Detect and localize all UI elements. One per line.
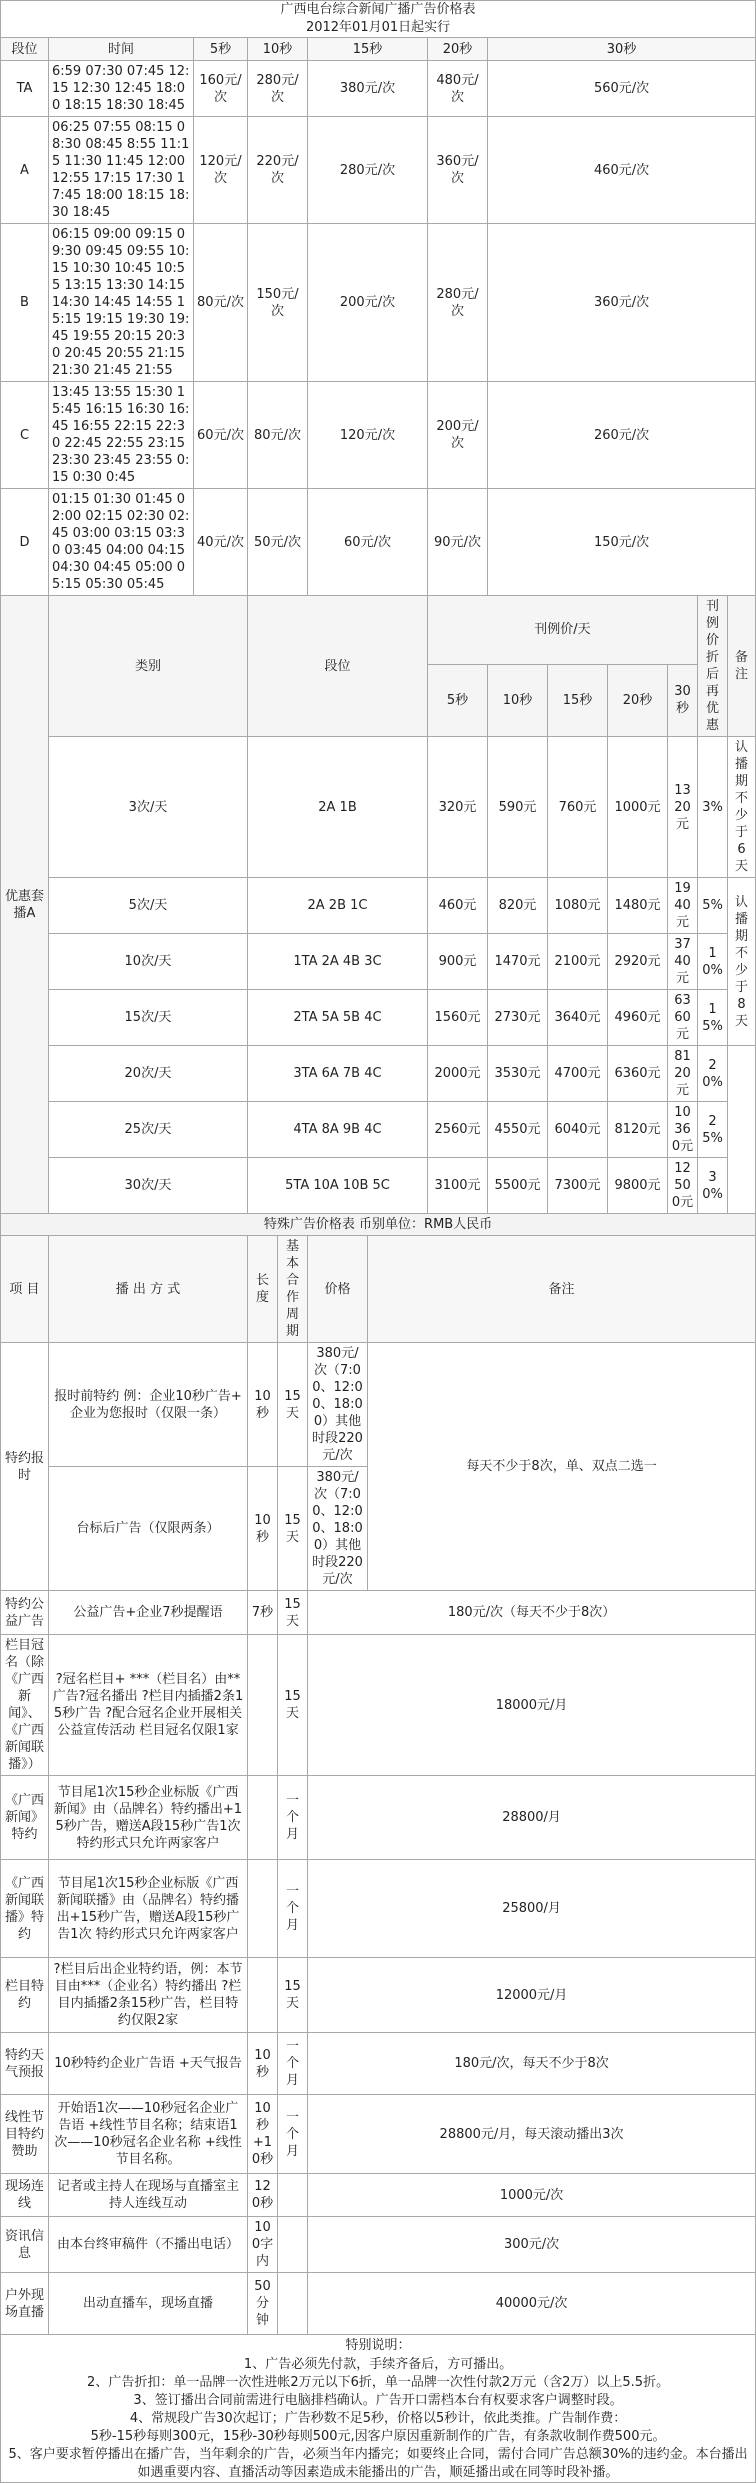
package-price: 4960元 xyxy=(608,990,668,1046)
package-discount: 3% xyxy=(698,737,728,878)
time-cell: 01:15 01:30 01:45 02:00 02:15 02:30 02:45 03:00 03:15 03:30 03:45 04:00 04:15 04:30 04:45 05:00 05:15 05:30 05:45 xyxy=(49,489,194,596)
table-row xyxy=(1,1591,756,1635)
table-row xyxy=(1,1046,756,1102)
special-col-item: 项 目 xyxy=(1,1236,49,1343)
price-30s-cell: 560元/次 xyxy=(488,61,756,117)
package-price: 6360元 xyxy=(608,1046,668,1102)
package-duration-20s: 20秒 xyxy=(608,664,668,736)
package-price: 590元 xyxy=(488,737,548,878)
package-price: 320元 xyxy=(428,737,488,878)
table-row xyxy=(1,1860,756,1958)
note-line: 2、广告折扣：单一品牌一次性进帐2万元以下6折，单一品牌一次性付款2万元（含2万）以上5.5折。 xyxy=(1,2374,756,2392)
special-period: 15天 xyxy=(278,1591,308,1635)
special-item: 户外现场直播 xyxy=(1,2273,49,2335)
package-price: 9800元 xyxy=(608,1158,668,1214)
package-duration-10s: 10秒 xyxy=(488,664,548,736)
package-price: 1470元 xyxy=(488,934,548,990)
note-line: 3、签订播出合同前需进行电脑排档确认。广告开口需档本台有权要求客户调整时段。 xyxy=(1,2392,756,2410)
price-20s-cell: 280元/次 xyxy=(428,224,488,382)
package-col-slots: 段位 xyxy=(248,596,428,737)
slot-cell: C xyxy=(1,382,49,489)
package-price: 1940元 xyxy=(668,878,698,934)
special-item: 特约天气预报 xyxy=(1,2033,49,2095)
special-price: 12000元/月 xyxy=(308,1958,756,2033)
package-category: 25次/天 xyxy=(49,1102,248,1158)
special-method: 报时前特约 例：企业10秒广告+ 企业为您报时（仅限一条） xyxy=(49,1343,248,1467)
special-method: 节目尾1次15秒企业标版《广西新闻》由（品牌名）特约播出+15秒广告，赠送A段15秒广告1次 特约形式只允许两家客户 xyxy=(49,1776,248,1860)
special-period: 一个月 xyxy=(278,1776,308,1860)
special-length xyxy=(248,1776,278,1860)
table-row xyxy=(1,2174,756,2217)
table-row xyxy=(1,1343,756,1467)
special-remark: 每天不少于8次，单、双点二选一 xyxy=(368,1343,756,1591)
special-period xyxy=(278,2174,308,2217)
price-5s-cell: 160元/次 xyxy=(194,61,248,117)
price-20s-cell: 360元/次 xyxy=(428,117,488,224)
special-length: 7秒 xyxy=(248,1591,278,1635)
time-cell: 6:59 07:30 07:45 12:15 12:30 12:45 18:00 18:15 18:30 18:45 xyxy=(49,61,194,117)
package-price: 3530元 xyxy=(488,1046,548,1102)
package-discount: 10% xyxy=(698,934,728,990)
note-line: 5、客户要求暂停播出在播广告，当年剩余的广告，必须当年内播完；如要终止合同，需付合同广告总额30%的违约金。本台播出如遇重要内容、直播活动等因素造成未能播出的广告，顺延播出或在同等时段补播。 xyxy=(1,2446,756,2483)
special-length: 10秒 xyxy=(248,2033,278,2095)
special-col-length: 长度 xyxy=(248,1236,278,1343)
package-price: 6360元 xyxy=(668,990,698,1046)
col-header-time: 时间 xyxy=(49,38,194,61)
package-remark-empty xyxy=(728,1046,756,1214)
notes-title: 特别说明： xyxy=(1,2335,756,2357)
col-header-20s: 20秒 xyxy=(428,38,488,61)
special-length: 120秒 xyxy=(248,2174,278,2217)
price-15s-cell: 120元/次 xyxy=(308,382,428,489)
slot-cell: A xyxy=(1,117,49,224)
price-20s-cell: 90元/次 xyxy=(428,489,488,596)
special-length xyxy=(248,1635,278,1776)
table-row xyxy=(1,737,756,878)
package-price: 3100元 xyxy=(428,1158,488,1214)
package-col-category: 类别 xyxy=(49,596,248,737)
package-price: 900元 xyxy=(428,934,488,990)
price-30s-cell: 460元/次 xyxy=(488,117,756,224)
time-table-header-row xyxy=(1,38,756,61)
price-5s-cell: 120元/次 xyxy=(194,117,248,224)
special-period xyxy=(278,2217,308,2273)
special-method: ?栏目后出企业特约语，例：本节目由***（企业名）特约播出 ?栏目内插播2条15秒广告，栏目特约仅限2家 xyxy=(49,1958,248,2033)
package-price: 2730元 xyxy=(488,990,548,1046)
package-price: 460元 xyxy=(428,878,488,934)
price-15s-cell: 280元/次 xyxy=(308,117,428,224)
package-price: 10360元 xyxy=(668,1102,698,1158)
package-slots: 2A 2B 1C xyxy=(248,878,428,934)
special-length xyxy=(248,1958,278,2033)
price-10s-cell: 80元/次 xyxy=(248,382,308,489)
table-row xyxy=(1,382,756,489)
special-col-method: 播 出 方 式 xyxy=(49,1236,248,1343)
price-10s-cell: 150元/次 xyxy=(248,224,308,382)
special-item: 现场连线 xyxy=(1,2174,49,2217)
special-price: 25800/月 xyxy=(308,1860,756,1958)
special-method: 节目尾1次15秒企业标版《广西新闻联播》由（品牌名）特约播出+15秒广告，赠送A段15秒广告1次 特约形式只允许两家客户 xyxy=(49,1860,248,1958)
package-slots: 4TA 8A 9B 4C xyxy=(248,1102,428,1158)
package-col-discount: 刊例价折后再优惠 xyxy=(698,596,728,737)
package-duration-5s: 5秒 xyxy=(428,664,488,736)
slot-cell: B xyxy=(1,224,49,382)
special-item: 资讯信息 xyxy=(1,2217,49,2273)
special-period xyxy=(278,2273,308,2335)
price-5s-cell: 40元/次 xyxy=(194,489,248,596)
special-table-title: 特殊广告价格表 币别单位：RMB人民币 xyxy=(1,1214,756,1236)
special-price: 28800/月 xyxy=(308,1776,756,1860)
package-category: 10次/天 xyxy=(49,934,248,990)
package-discount: 15% xyxy=(698,990,728,1046)
price-15s-cell: 380元/次 xyxy=(308,61,428,117)
special-price: 1000元/次 xyxy=(308,2174,756,2217)
table-row xyxy=(1,1635,756,1776)
package-slots: 2TA 5A 5B 4C xyxy=(248,990,428,1046)
package-col-remark: 备注 xyxy=(728,596,756,737)
table-row xyxy=(1,1776,756,1860)
package-price: 2560元 xyxy=(428,1102,488,1158)
note-line: 4、常规段广告30次起订；广告秒数不足5秒，价格以5秒计，依此类推。广告制作费： xyxy=(1,2410,756,2428)
special-price: 380元/次（7:00、12:00、18:00）其他时段220元/次 xyxy=(308,1343,368,1467)
special-method: 出动直播车，现场直播 xyxy=(49,2273,248,2335)
price-30s-cell: 150元/次 xyxy=(488,489,756,596)
package-price: 1080元 xyxy=(548,878,608,934)
special-item: 栏目冠名（除《广西新闻》、《广西新闻联播》） xyxy=(1,1635,49,1776)
package-category: 20次/天 xyxy=(49,1046,248,1102)
time-cell: 06:25 07:55 08:15 08:30 08:45 8:55 11:15 11:30 11:45 12:00 12:55 17:15 17:30 17:45 18:00 18:15 18:30 18:45 xyxy=(49,117,194,224)
package-remark-2: 认播期不少于8天 xyxy=(728,878,756,1046)
package-category: 5次/天 xyxy=(49,878,248,934)
special-item: 线性节目特约赞助 xyxy=(1,2095,49,2174)
table-row xyxy=(1,117,756,224)
package-price: 4550元 xyxy=(488,1102,548,1158)
price-5s-cell: 60元/次 xyxy=(194,382,248,489)
special-length: 10秒+10秒 xyxy=(248,2095,278,2174)
package-price: 820元 xyxy=(488,878,548,934)
package-category: 15次/天 xyxy=(49,990,248,1046)
package-col-price-group: 刊例价/天 xyxy=(428,596,698,665)
special-item: 栏目特约 xyxy=(1,1958,49,2033)
special-method: 台标后广告（仅限两条） xyxy=(49,1467,248,1591)
note-line: 1、广告必须先付款，手续齐备后，方可播出。 xyxy=(1,2356,756,2374)
table-row xyxy=(1,2033,756,2095)
price-5s-cell: 80元/次 xyxy=(194,224,248,382)
note-line: 5秒-15秒每则300元，15秒-30秒每则500元,因客户原因重新制作的广告，有条款收制作费500元。 xyxy=(1,2428,756,2446)
special-method: ?冠名栏目+ ***（栏目名）由**广告?冠名播出 ?栏目内插播2条15秒广告 ?配合冠名企业开展相关公益宣传活动 栏目冠名仅限1家 xyxy=(49,1635,248,1776)
table-row xyxy=(1,1102,756,1158)
special-period: 一个月 xyxy=(278,2033,308,2095)
price-10s-cell: 50元/次 xyxy=(248,489,308,596)
price-15s-cell: 60元/次 xyxy=(308,489,428,596)
package-price: 2920元 xyxy=(608,934,668,990)
special-method: 记者或主持人在现场与直播室主持人连线互动 xyxy=(49,2174,248,2217)
special-col-remark: 备注 xyxy=(368,1236,756,1343)
package-remark-1: 认播期不少于6天 xyxy=(728,737,756,878)
package-price: 8120元 xyxy=(668,1046,698,1102)
special-method: 开始语1次——10秒冠名企业广告语 +线性节目名称；结束语1次——10秒冠名企业名称 +线性节目名称。 xyxy=(49,2095,248,2174)
price-15s-cell: 200元/次 xyxy=(308,224,428,382)
col-header-5s: 5秒 xyxy=(194,38,248,61)
package-discount: 5% xyxy=(698,878,728,934)
table-title: 广西电台综合新闻广播广告价格表 xyxy=(1,1,756,20)
special-length xyxy=(248,1860,278,1958)
table-row xyxy=(1,934,756,990)
package-price: 2100元 xyxy=(548,934,608,990)
table-row xyxy=(1,878,756,934)
package-price: 2000元 xyxy=(428,1046,488,1102)
special-period: 15天 xyxy=(278,1467,308,1591)
package-price: 6040元 xyxy=(548,1102,608,1158)
price-10s-cell: 220元/次 xyxy=(248,117,308,224)
table-row xyxy=(1,61,756,117)
table-row xyxy=(1,990,756,1046)
special-item: 特约报时 xyxy=(1,1343,49,1591)
slot-cell: TA xyxy=(1,61,49,117)
col-header-15s: 15秒 xyxy=(308,38,428,61)
special-col-price: 价格 xyxy=(308,1236,368,1343)
special-item: 特约公益广告 xyxy=(1,1591,49,1635)
package-price: 3740元 xyxy=(668,934,698,990)
special-price: 180元/次（每天不少于8次） xyxy=(308,1591,756,1635)
price-10s-cell: 280元/次 xyxy=(248,61,308,117)
table-row xyxy=(1,2217,756,2273)
special-col-period: 基本合作周期 xyxy=(278,1236,308,1343)
special-period: 15天 xyxy=(278,1635,308,1776)
package-header-row xyxy=(1,596,756,665)
package-duration-15s: 15秒 xyxy=(548,664,608,736)
package-discount: 30% xyxy=(698,1158,728,1214)
col-header-30s: 30秒 xyxy=(488,38,756,61)
package-price: 5500元 xyxy=(488,1158,548,1214)
table-row xyxy=(1,224,756,382)
package-price: 1000元 xyxy=(608,737,668,878)
col-header-10s: 10秒 xyxy=(248,38,308,61)
special-price: 180元/次，每天不少于8次 xyxy=(308,2033,756,2095)
package-category: 3次/天 xyxy=(49,737,248,878)
special-period: 一个月 xyxy=(278,1860,308,1958)
table-row xyxy=(1,2273,756,2335)
package-slots: 3TA 6A 7B 4C xyxy=(248,1046,428,1102)
table-row xyxy=(1,2095,756,2174)
special-method: 由本台终审稿件（不播出电话） xyxy=(49,2217,248,2273)
special-item: 《广西新闻》特约 xyxy=(1,1776,49,1860)
slot-cell: D xyxy=(1,489,49,596)
special-period: 15天 xyxy=(278,1343,308,1467)
package-slots: 2A 1B xyxy=(248,737,428,878)
package-discount: 20% xyxy=(698,1046,728,1102)
package-price: 4700元 xyxy=(548,1046,608,1102)
package-price: 8120元 xyxy=(608,1102,668,1158)
special-period: 一个月 xyxy=(278,2095,308,2174)
package-label: 优惠套播A xyxy=(1,596,49,1214)
package-price: 1320元 xyxy=(668,737,698,878)
special-method: 10秒特约企业广告语 +天气报告 xyxy=(49,2033,248,2095)
special-length: 50分钟 xyxy=(248,2273,278,2335)
special-item: 《广西新闻联播》特约 xyxy=(1,1860,49,1958)
time-cell: 13:45 13:55 15:30 15:45 16:15 16:30 16:45 16:55 22:15 22:30 22:45 22:55 23:15 23:30 23:45 23:55 0:15 0:30 0:45 xyxy=(49,382,194,489)
special-length: 100字内 xyxy=(248,2217,278,2273)
price-30s-cell: 260元/次 xyxy=(488,382,756,489)
special-length: 10秒 xyxy=(248,1343,278,1467)
package-category: 30次/天 xyxy=(49,1158,248,1214)
table-row xyxy=(1,1158,756,1214)
package-slots: 1TA 2A 4B 3C xyxy=(248,934,428,990)
special-price: 18000元/月 xyxy=(308,1635,756,1776)
special-length: 10秒 xyxy=(248,1467,278,1591)
time-cell: 06:15 09:00 09:15 09:30 09:45 09:55 10:15 10:30 10:45 10:55 13:15 13:30 14:15 14:30 14:45 14:55 15:15 19:15 19:30 19:45 19:55 20:15 20:30 20:45 20:55 21:15 21:30 21:45 21:55 xyxy=(49,224,194,382)
package-slots: 5TA 10A 10B 5C xyxy=(248,1158,428,1214)
package-price: 1480元 xyxy=(608,878,668,934)
table-row xyxy=(1,1958,756,2033)
package-price: 12500元 xyxy=(668,1158,698,1214)
price-30s-cell: 360元/次 xyxy=(488,224,756,382)
package-price: 3640元 xyxy=(548,990,608,1046)
special-price: 300元/次 xyxy=(308,2217,756,2273)
special-price: 380元/次（7:00、12:00、18:00）其他时段220元/次 xyxy=(308,1467,368,1591)
package-price: 1560元 xyxy=(428,990,488,1046)
price-20s-cell: 200元/次 xyxy=(428,382,488,489)
price-20s-cell: 480元/次 xyxy=(428,61,488,117)
special-method: 公益广告+企业7秒提醒语 xyxy=(49,1591,248,1635)
package-price: 7300元 xyxy=(548,1158,608,1214)
special-header-row xyxy=(1,1236,756,1343)
special-price: 40000元/次 xyxy=(308,2273,756,2335)
package-discount: 25% xyxy=(698,1102,728,1158)
package-duration-30s: 30秒 xyxy=(668,664,698,736)
col-header-slot: 段位 xyxy=(1,38,49,61)
special-period: 15天 xyxy=(278,1958,308,2033)
special-price: 28800元/月，每天滚动播出3次 xyxy=(308,2095,756,2174)
package-price: 760元 xyxy=(548,737,608,878)
table-effective-date: 2012年01月01日起实行 xyxy=(1,19,756,38)
table-row xyxy=(1,489,756,596)
